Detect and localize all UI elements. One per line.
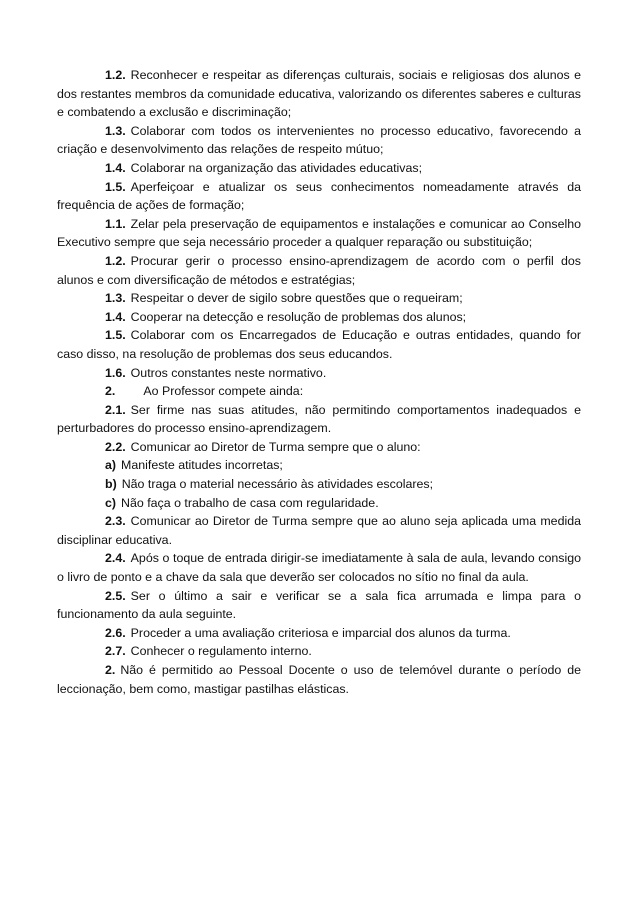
item-letter: b): [105, 477, 117, 492]
item-text: Colaborar com os Encarregados de Educação e outras entidades, quando for caso disso, na resolução de problemas dos seus educandos.: [57, 328, 581, 361]
item-text: Ser firme nas suas atitudes, não permitindo comportamentos inadequados e perturbadores do processo ensino-aprendizagem.: [57, 402, 581, 436]
paragraph: [57, 289, 581, 308]
paragraph: [57, 401, 581, 438]
paragraph: [57, 66, 581, 122]
item-text: Procurar gerir o processo ensino-aprendizagem de acordo com o perfil dos alunos e com diversificação de métodos e estratégias;: [57, 253, 581, 287]
list-item: [57, 475, 581, 494]
item-number: 2.7.: [105, 644, 126, 659]
paragraph: [57, 587, 581, 624]
paragraph: [57, 308, 581, 327]
item-text: Não traga o material necessário às atividades escolares;: [121, 477, 434, 492]
item-number: 1.6.: [105, 365, 126, 380]
item-text: Manifeste atitudes incorretas;: [121, 458, 283, 473]
item-text: Não faça o trabalho de casa com regularidade.: [121, 495, 379, 510]
item-number: 1.2.: [105, 68, 126, 82]
item-text: Comunicar ao Diretor de Turma sempre que ao aluno seja aplicada uma medida disciplinar educativa.: [57, 514, 581, 547]
item-text: Zelar pela preservação de equipamentos e instalações e comunicar ao Conselho Executivo sempre que seja necessário proceder a qualquer reparação ou substituição;: [57, 216, 581, 250]
item-number: 1.1.: [105, 216, 126, 231]
paragraph: [57, 642, 581, 661]
paragraph: [57, 178, 581, 215]
item-text: Cooperar na detecção e resolução de problemas dos alunos;: [130, 309, 467, 324]
item-text: Não é permitido ao Pessoal Docente o uso de telemóvel durante o período de leccionação, bem como, mastigar pastilhas elásticas.: [57, 663, 581, 696]
paragraph: [57, 326, 581, 363]
item-number: 2.5.: [105, 588, 126, 603]
item-text: Reconhecer e respeitar as diferenças culturais, sociais e religiosas dos alunos e dos restantes membros da comunidade educativa, valorizando os diferentes saberes e culturas e combatendo a exclusão e discriminação;: [57, 68, 581, 120]
item-number: 1.3.: [105, 291, 126, 306]
item-number: 1.4.: [105, 309, 126, 324]
item-number: 1.5.: [105, 179, 126, 194]
paragraph: [57, 624, 581, 643]
item-text: Respeitar o dever de sigilo sobre questões que o requeiram;: [130, 291, 463, 306]
item-number: 2.: [105, 663, 116, 677]
item-number: 1.2.: [105, 253, 126, 268]
item-text: Colaborar com todos os intervenientes no processo educativo, favorecendo a criação e desenvolvimento das relações de respeito mútuo;: [57, 123, 581, 157]
item-text: Ser o último a sair e verificar se a sala fica arrumada e limpa para o funcionamento da aula seguinte.: [57, 588, 581, 622]
item-number: 2.6.: [105, 625, 126, 640]
list-item: [57, 494, 581, 513]
item-number: 1.4.: [105, 160, 126, 175]
item-text: Aperfeiçoar e atualizar os seus conhecimentos nomeadamente através da frequência de ações de formação;: [57, 179, 581, 213]
list-item: [57, 456, 581, 475]
paragraph: [57, 549, 581, 586]
paragraph: [57, 159, 581, 178]
item-text: Comunicar ao Diretor de Turma sempre que o aluno:: [130, 439, 421, 454]
paragraph: [57, 438, 581, 457]
item-text: Ao Professor compete ainda:: [143, 384, 304, 399]
item-text: Após o toque de entrada dirigir-se imediatamente à sala de aula, levando consigo o livro de ponto e a chave da sala que deverão ser colocados no sítio no final da aula.: [57, 551, 581, 585]
item-text: Outros constantes neste normativo.: [130, 365, 327, 380]
item-text: Conhecer o regulamento interno.: [130, 644, 312, 659]
section-heading: [57, 382, 581, 401]
item-number: 2.4.: [105, 551, 126, 566]
item-number: 2.2.: [105, 439, 126, 454]
item-number: 2.3.: [105, 514, 126, 529]
item-number: 2.1.: [105, 402, 126, 417]
item-number: 2.: [105, 384, 116, 399]
item-text: Colaborar na organização das atividades educativas;: [130, 160, 423, 175]
paragraph: [57, 122, 581, 159]
paragraph: [57, 512, 581, 549]
paragraph: [57, 215, 581, 252]
document-page: [57, 66, 581, 698]
item-letter: c): [105, 495, 117, 510]
item-text: Proceder a uma avaliação criteriosa e imparcial dos alunos da turma.: [130, 625, 511, 640]
paragraph: [57, 661, 581, 698]
item-letter: a): [105, 458, 117, 473]
item-number: 1.5.: [105, 328, 126, 343]
item-number: 1.3.: [105, 123, 126, 138]
paragraph: [57, 252, 581, 289]
paragraph: [57, 364, 581, 383]
